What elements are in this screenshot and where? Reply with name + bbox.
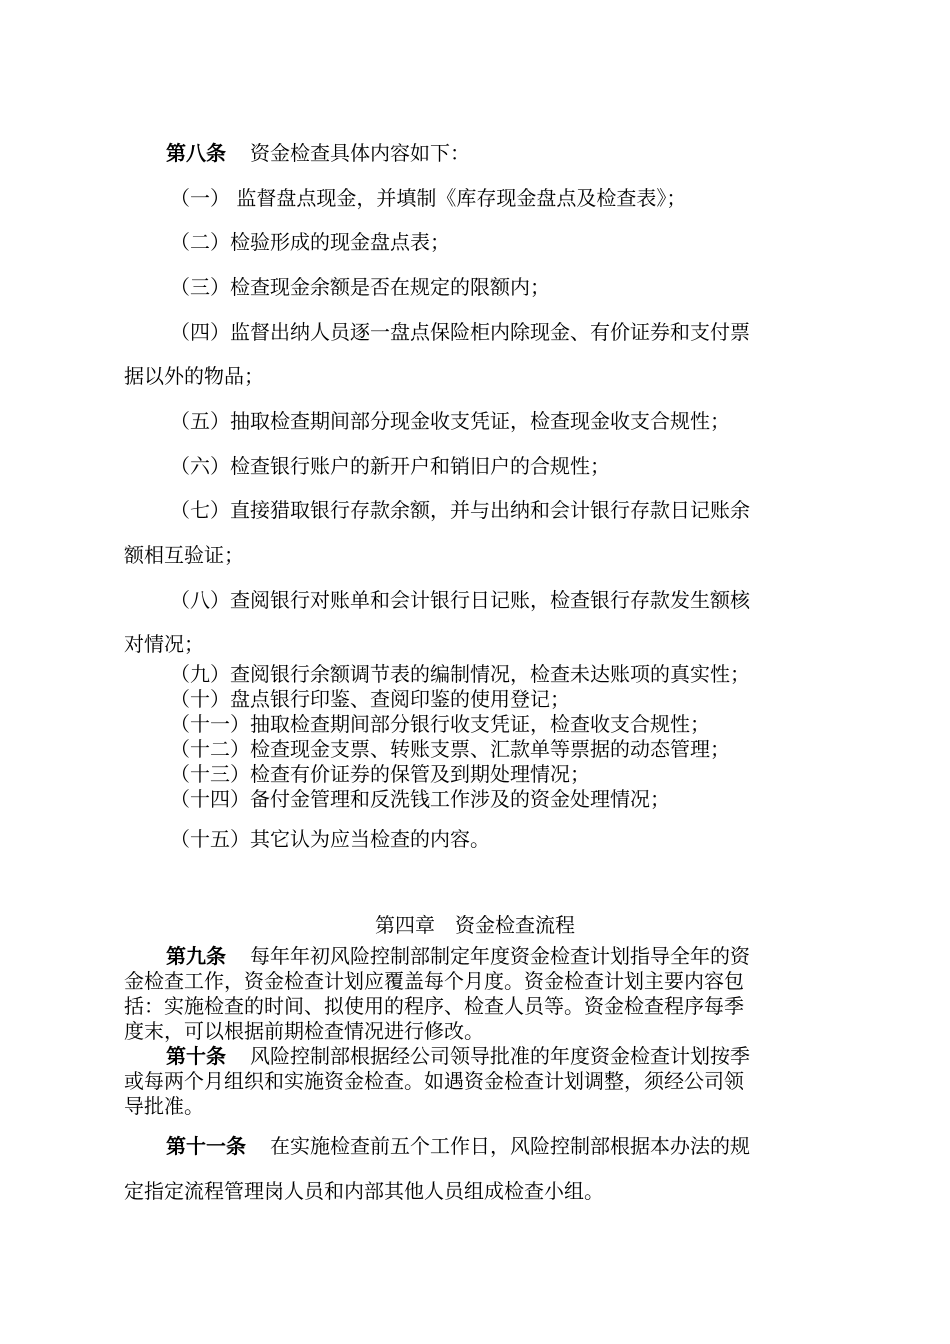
article-8-item-5: （五）抽取检查期间部分现金收支凭证，检查现金收支合规性；	[170, 409, 730, 433]
article-8-item-12: （十二）检查现金支票、转账支票、汇款单等票据的动态管理；	[170, 737, 730, 761]
article-11-line-1	[166, 1136, 750, 1156]
article-11-label: 第十一条	[166, 1134, 246, 1158]
article-9-line-1	[166, 946, 750, 966]
article-8-label: 第八条	[166, 141, 226, 165]
article-9-line-2: 金检查工作，资金检查计划应覆盖每个月度。资金检查计划主要内容包	[124, 969, 744, 993]
article-9-line-4: 度末，可以根据前期检查情况进行修改。	[124, 1019, 484, 1043]
article-8-item-15: （十五）其它认为应当检查的内容。	[170, 827, 490, 851]
article-8-item-4-line-1: （四）监督出纳人员逐一盘点保险柜内除现金、有价证券和支付票	[170, 320, 750, 344]
article-8-item-13: （十三）检查有价证券的保管及到期处理情况；	[170, 762, 590, 786]
article-11-text: 在实施检查前五个工作日，风险控制部根据本办法的规	[270, 1134, 750, 1158]
article-9-label: 第九条	[166, 944, 226, 968]
article-11-line-2: 定指定流程管理岗人员和内部其他人员组成检查小组。	[124, 1179, 604, 1203]
chapter-title: 第四章 资金检查流程	[375, 913, 575, 937]
article-8-item-2: （二）检验形成的现金盘点表；	[170, 230, 450, 254]
article-8-item-7-line-1: （七）直接猎取银行存款余额，并与出纳和会计银行存款日记账余	[170, 498, 750, 522]
article-8-item-3: （三）检查现金余额是否在规定的限额内；	[170, 275, 550, 299]
article-9-text: 每年年初风险控制部制定年度资金检查计划指导全年的资	[250, 944, 750, 968]
article-10-line-1	[166, 1046, 750, 1066]
article-10-line-3: 导批准。	[124, 1094, 204, 1118]
article-10-label: 第十条	[166, 1044, 226, 1068]
article-8-item-8-line-1: （八）查阅银行对账单和会计银行日记账，检查银行存款发生额核	[170, 588, 750, 612]
article-10-text: 风险控制部根据经公司领导批准的年度资金检查计划按季	[250, 1044, 750, 1068]
article-8-item-14: （十四）备付金管理和反洗钱工作涉及的资金处理情况；	[170, 787, 670, 811]
article-8-item-10: （十）盘点银行印鉴、查阅印鉴的使用登记；	[170, 687, 570, 711]
article-10-line-2: 或每两个月组织和实施资金检查。如遇资金检查计划调整，须经公司领	[124, 1069, 744, 1093]
article-8-item-8-line-2: 对情况；	[124, 632, 204, 656]
article-8-intro: 资金检查具体内容如下：	[250, 141, 470, 165]
article-9-line-3: 括：实施检查的时间、拟使用的程序、检查人员等。资金检查程序每季	[124, 994, 744, 1018]
article-8-item-7-line-2: 额相互验证；	[124, 543, 244, 567]
article-8-item-1: （一） 监督盘点现金，并填制《库存现金盘点及检查表》；	[170, 186, 687, 210]
article-8-item-9: （九）查阅银行余额调节表的编制情况，检查未达账项的真实性；	[170, 662, 750, 686]
article-8-item-11: （十一）抽取检查期间部分银行收支凭证，检查收支合规性；	[170, 712, 710, 736]
article-8-item-4-line-2: 据以外的物品；	[124, 364, 264, 388]
article-8-item-6: （六）检查银行账户的新开户和销旧户的合规性；	[170, 454, 610, 478]
article-8-heading	[166, 143, 470, 163]
